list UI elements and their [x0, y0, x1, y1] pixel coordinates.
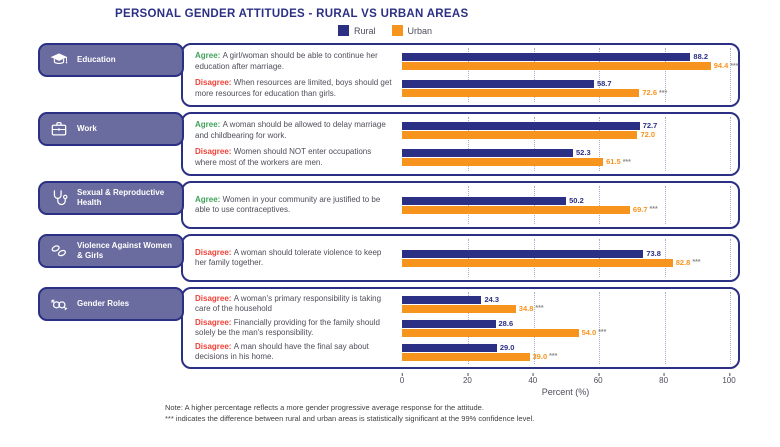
- statement-row: [195, 48, 739, 75]
- significance-marker: ***: [549, 353, 558, 360]
- rural-bar: [402, 296, 481, 304]
- axis-tick-20: 20: [462, 376, 472, 385]
- section-panel: [181, 287, 740, 369]
- section-panel: [181, 181, 740, 229]
- rural-bar-line: [402, 197, 729, 205]
- gridline-100: [730, 292, 731, 364]
- stance-label: Disagree:: [195, 247, 234, 257]
- statement-row: [195, 117, 730, 144]
- significance-marker: ***: [730, 62, 739, 70]
- significance-marker: ***: [649, 206, 658, 213]
- statement-text: [195, 248, 402, 269]
- briefcase-icon: [48, 119, 70, 139]
- rural-bar: [402, 250, 643, 258]
- statement-body: A woman should be allowed to delay marriage and childbearing for work.: [195, 120, 386, 140]
- legend: [338, 25, 780, 36]
- rural-bar: [402, 149, 573, 157]
- stance-label: Disagree:: [195, 293, 234, 303]
- rural-bar-line: [402, 296, 729, 304]
- bar-group: [402, 80, 729, 97]
- stance-label: Agree:: [195, 120, 223, 130]
- axis-tick-0: 0: [399, 376, 405, 385]
- urban-bar-line: [402, 131, 729, 139]
- urban-bar: [402, 305, 516, 313]
- rural-bar: [402, 197, 566, 205]
- statement-body: When resources are limited, boys should get more resources for education than girls.: [195, 78, 392, 98]
- bar-group: [402, 149, 729, 166]
- category-label: Gender Roles: [77, 299, 130, 309]
- rural-bar-value: 29.0: [499, 342, 515, 352]
- stance-label: Agree:: [195, 51, 223, 61]
- bar-group: [402, 344, 729, 361]
- rural-bar-line: [402, 149, 729, 157]
- rural-swatch: [338, 25, 349, 36]
- legend-rural-label: Rural: [354, 25, 376, 36]
- gridline-100: [730, 117, 731, 171]
- rural-bar-line: [402, 344, 729, 352]
- stance-label: Agree:: [195, 194, 223, 204]
- stance-label: Disagree:: [195, 78, 234, 88]
- bar-group: [402, 296, 729, 313]
- urban-bar-line: [402, 353, 729, 361]
- urban-bar: [402, 89, 639, 97]
- statement-text: [195, 342, 402, 363]
- stance-label: Disagree:: [195, 341, 234, 351]
- urban-bar-line: [402, 259, 729, 267]
- statement-body: A girl/woman should be able to continue her education after marriage.: [195, 51, 378, 71]
- statement-text: [195, 195, 402, 216]
- statement-text: [195, 147, 402, 168]
- section-education: [38, 43, 740, 107]
- statement-row: [195, 292, 730, 316]
- rural-bar-line: [402, 80, 729, 88]
- gridline-100: [730, 186, 731, 224]
- bar-group: [402, 52, 739, 71]
- urban-bar-value: 39.0: [532, 351, 548, 361]
- sections: [38, 43, 740, 369]
- x-axis-label: Percent (%): [541, 387, 590, 397]
- statement-body: Women should NOT enter occupations where most of the workers are men.: [195, 147, 372, 167]
- rural-bar: [402, 344, 497, 352]
- x-axis: [399, 374, 736, 387]
- urban-bar: [402, 62, 711, 70]
- rural-bar: [402, 320, 496, 328]
- bar-group: [402, 197, 729, 214]
- significance-marker: ***: [692, 259, 701, 266]
- page-title: PERSONAL GENDER ATTITUDES - RURAL VS URBAN AREAS: [115, 8, 469, 20]
- statement-body: Financially providing for the family should solely be the man's responsibility.: [195, 317, 380, 337]
- category-education: [38, 43, 184, 77]
- rural-bar-value: 28.6: [498, 318, 514, 328]
- gender-symbols-icon: [48, 294, 70, 314]
- rural-bar: [402, 80, 594, 88]
- statement-body: A woman's primary responsibility is taking care of the household: [195, 293, 382, 313]
- rural-bar-line: [402, 250, 729, 258]
- axis-tick-100: 100: [722, 376, 736, 385]
- bar-group: [402, 320, 729, 337]
- significance-marker: ***: [622, 158, 631, 166]
- statement-text: [195, 294, 402, 315]
- urban-bar-line: [402, 89, 729, 97]
- stance-label: Disagree:: [195, 317, 234, 327]
- urban-bar-value: 82.8: [675, 257, 691, 267]
- urban-bar-line: [402, 206, 729, 214]
- statement-text: [195, 51, 402, 72]
- rural-bar: [402, 122, 640, 130]
- statement-text: [195, 120, 402, 141]
- axis-tick-80: 80: [659, 376, 669, 385]
- section-sexual-reproductive-health: [38, 181, 740, 229]
- rural-bar-value: 24.3: [484, 294, 500, 304]
- statement-row: [195, 340, 730, 364]
- urban-bar: [402, 353, 530, 361]
- rural-bar: [402, 53, 690, 61]
- urban-bar-line: [402, 61, 739, 71]
- gridline-100: [730, 239, 731, 277]
- statement-text: [195, 78, 402, 99]
- urban-bar: [402, 131, 637, 139]
- statement-row: [195, 316, 730, 340]
- statement-row: [195, 186, 730, 224]
- urban-bar-value: 72.6: [642, 88, 657, 98]
- urban-bar: [402, 329, 579, 337]
- urban-bar-value: 61.5: [606, 157, 621, 167]
- significance-marker: ***: [659, 89, 668, 97]
- section-panel: [181, 234, 740, 282]
- statement-body: A man should have the final say about decisions in his home.: [195, 341, 369, 361]
- section-panel: [181, 112, 740, 176]
- significance-marker: ***: [535, 305, 544, 312]
- category-violence-against-women-girls: [38, 234, 184, 268]
- section-panel: [181, 43, 740, 107]
- urban-bar-value: 54.0: [581, 327, 597, 337]
- category-label: Education: [77, 55, 116, 65]
- urban-bar-line: [402, 329, 729, 337]
- urban-bar-value: 72.0: [640, 130, 656, 140]
- notes: [165, 402, 780, 425]
- rural-bar-value: 72.7: [642, 121, 658, 131]
- graduation-cap-icon: [48, 50, 70, 70]
- urban-bar: [402, 259, 673, 267]
- statement-row: [195, 239, 730, 277]
- section-gender-roles: [38, 287, 740, 369]
- legend-urban-label: Urban: [407, 25, 433, 36]
- note-line-2: *** indicates the difference between rural and urban areas is statistically significant at the 99% confidence level.: [165, 414, 535, 424]
- stance-label: Disagree:: [195, 147, 234, 157]
- urban-bar-line: [402, 305, 729, 313]
- legend-item-urban: [392, 25, 433, 36]
- section-violence-against-women-girls: [38, 234, 740, 282]
- statement-text: [195, 318, 402, 339]
- urban-bar-value: 69.7: [632, 204, 648, 214]
- urban-bar-value: 94.4: [713, 61, 729, 71]
- category-label: Sexual & Reproductive Health: [77, 188, 165, 207]
- rural-bar-value: 50.2: [569, 195, 584, 205]
- axis-tick-40: 40: [528, 376, 538, 385]
- urban-bar: [402, 206, 630, 214]
- statement-row: [195, 144, 730, 171]
- axis-tick-60: 60: [593, 376, 603, 385]
- gridline-100: [730, 48, 731, 102]
- statement-row: [195, 75, 730, 102]
- category-label: Work: [77, 124, 97, 134]
- legend-item-rural: [338, 25, 376, 36]
- significance-marker: ***: [598, 329, 607, 336]
- category-label: Violence Against Women & Girls: [77, 241, 172, 260]
- urban-bar-value: 34.8: [518, 303, 534, 313]
- category-gender-roles: [38, 287, 184, 321]
- bar-group: [402, 122, 729, 139]
- urban-bar: [402, 158, 603, 166]
- statement-body: A woman should tolerate violence to keep her family together.: [195, 247, 382, 267]
- urban-bar-line: [402, 158, 729, 166]
- section-work: [38, 112, 740, 176]
- category-work: [38, 112, 184, 146]
- broken-chain-icon: [48, 241, 70, 261]
- stethoscope-icon: [48, 188, 70, 208]
- bar-group: [402, 250, 729, 267]
- rural-bar-value: 58.7: [596, 79, 612, 89]
- note-line-1: Note: A higher percentage reflects a more gender progressive average response for the attitude.: [165, 403, 484, 412]
- rural-bar-value: 73.8: [646, 248, 661, 258]
- rural-bar-line: [402, 53, 729, 61]
- rural-bar-line: [402, 320, 729, 328]
- rural-bar-line: [402, 122, 729, 130]
- category-sexual-reproductive-health: [38, 181, 184, 215]
- rural-bar-value: 52.3: [576, 148, 591, 158]
- statement-body: Women in your community are justified to be able to use contraceptives.: [195, 194, 381, 214]
- rural-bar-value: 88.2: [693, 52, 709, 62]
- urban-swatch: [392, 25, 403, 36]
